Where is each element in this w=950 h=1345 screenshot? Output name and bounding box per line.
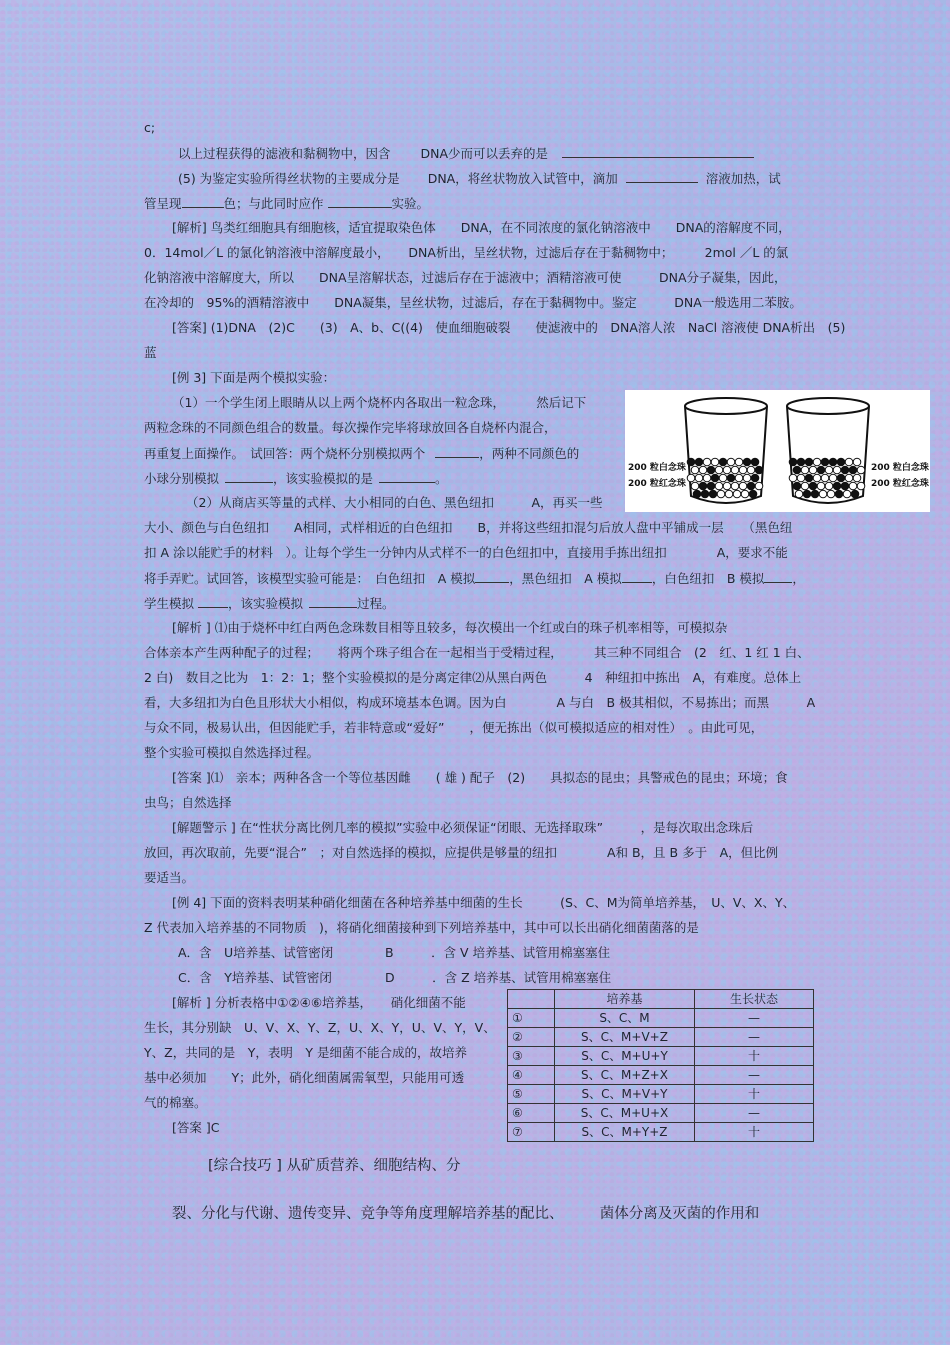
text-line: [解析] 鸟类红细胞具有细胞核，适宜提取染色体 DNA，在不同浓度的氯化钠溶液中 DNA的溶解度不同， xyxy=(172,220,791,235)
red-bead xyxy=(793,482,801,490)
white-bead xyxy=(723,482,731,490)
white-bead xyxy=(845,474,853,482)
white-bead xyxy=(735,458,743,466)
table-cell: 十 xyxy=(695,1123,814,1142)
white-bead xyxy=(825,466,833,474)
text-line: 扣 A 涂以能贮手的材料 ）。让每个学生一分钟内从式样不一的白色纽扣中，直接用手拣出纽扣 A，要求不能 xyxy=(144,545,788,560)
white-bead xyxy=(727,458,735,466)
white-bead xyxy=(825,482,833,490)
white-bead xyxy=(731,482,739,490)
white-bead xyxy=(711,458,719,466)
text-line: 化钠溶液中溶解度大，所以 DNA呈溶解状态，过滤后存在于滤液中；酒精溶液可使 DNA分子凝集，因此， xyxy=(144,270,787,285)
red-bead xyxy=(747,482,755,490)
table-cell: ⑦ xyxy=(508,1123,555,1142)
white-bead xyxy=(731,466,739,474)
table-cell: 十 xyxy=(695,1085,814,1104)
white-bead xyxy=(739,466,747,474)
answer-blank xyxy=(622,570,652,583)
text-line: 大小、颜色与白色纽扣 A相同，式样相近的白色纽扣 B，并将这些纽扣混匀后放人盘中平铺成一层 （黑色纽 xyxy=(144,520,793,535)
red-bead xyxy=(687,458,695,466)
white-bead xyxy=(687,474,695,482)
right-label-white: 200 粒白念珠 xyxy=(871,463,929,473)
text-line: 看，大多纽扣为白色且形状大小相似，构成环境基本色调。因为白 A 与白 B 极其相似，不易拣出；而黑 A xyxy=(144,695,816,710)
white-bead xyxy=(733,490,741,498)
table-cell: — xyxy=(695,1104,814,1123)
table-cell: 十 xyxy=(695,1047,814,1066)
answer-blank xyxy=(328,195,392,208)
text-line: 放回，再次取前，先要“混合” ；对自然选择的模拟，应提供是够量的纽扣 A和 B，且 B 多于 A，但比例 xyxy=(144,845,779,860)
table-row xyxy=(508,1104,814,1123)
text-line: 将手弄贮。试回答，该模型实验可能是： 白色纽扣 A 模拟 ，黑色纽扣 A 模拟 ，白色纽扣 B 模拟 ， xyxy=(144,571,805,586)
answer-blank xyxy=(764,570,792,583)
option-d: D ．含 Z 培养基、试管用棉塞塞住 xyxy=(385,970,612,985)
table-row xyxy=(508,1085,814,1104)
white-bead xyxy=(691,466,699,474)
text-line: 再重复上面操作。 试回答：两个烧杯分别模拟两个 ，两种不同颜色的 xyxy=(144,446,580,461)
red-bead xyxy=(835,490,843,498)
white-bead xyxy=(699,466,707,474)
table-header xyxy=(508,990,555,1009)
white-bead xyxy=(703,458,711,466)
red-bead xyxy=(699,482,707,490)
white-bead xyxy=(725,490,733,498)
white-bead xyxy=(857,466,865,474)
white-bead xyxy=(813,458,821,466)
table-cell: — xyxy=(695,1066,814,1085)
text-line: 0．14mol／L 的氯化钠溶液中溶解度最小， DNA析出，呈丝状物，过滤后存在于黏稠物中； 2mol ／L 的氯 xyxy=(144,245,789,260)
table-row xyxy=(508,1066,814,1085)
table-header-row xyxy=(508,990,814,1009)
white-bead xyxy=(821,474,829,482)
text-line: [答案 ]⑴ 亲本；两种各含一个等位基因雌 ( 雄 ) 配子 (2) 具拟态的昆虫；具警戒色的昆虫；环境；食 xyxy=(172,770,788,785)
red-bead xyxy=(849,466,857,474)
text-line: 在冷却的 95%的酒精溶液中 DNA凝集，呈丝状物，过滤后，存在于黏稠物中。鉴定 DNA一般选用二苯胺。 xyxy=(144,295,802,310)
white-bead xyxy=(755,482,763,490)
white-bead xyxy=(797,474,805,482)
white-bead xyxy=(849,482,857,490)
left-beaker xyxy=(685,398,767,503)
white-bead xyxy=(715,482,723,490)
text-line: [解析 ] ⑴由于烧杯中红白两色念珠数目相等且较多，每次模出一个红或白的珠子机率相等，可模拟杂 xyxy=(172,620,728,635)
option-a: A．含 U培养基、试管密闭 xyxy=(178,945,334,960)
text-line: 生长，其分别缺 U、V、X、Y、Z，U、X、Y，U、V、Y，V、 xyxy=(144,1020,496,1035)
red-bead xyxy=(821,458,829,466)
white-bead xyxy=(691,482,699,490)
text-line: Z 代表加入培养基的不同物质 )，将硝化细菌接种到下列培养基中，其中可以长出硝化细菌菌落的是 xyxy=(144,920,699,935)
red-bead xyxy=(751,458,759,466)
right-beaker xyxy=(787,398,869,503)
text-line: 两粒念珠的不同颜色组合的数量。每次操作完毕将球放回各自烧杯内混合， xyxy=(144,420,557,435)
table-row xyxy=(508,1009,814,1028)
text-line: 基中必须加 Y；此外，硝化细菌属需氧型，只能用可透 xyxy=(144,1070,465,1085)
white-bead xyxy=(741,490,749,498)
answer-blank xyxy=(309,595,357,608)
text-line: [答案 ]C xyxy=(172,1120,220,1135)
table-cell: — xyxy=(695,1028,814,1047)
white-bead xyxy=(853,474,861,482)
white-bead xyxy=(833,466,841,474)
table-cell: ① xyxy=(508,1009,555,1028)
text-line: c; xyxy=(144,120,156,135)
red-bead xyxy=(837,474,845,482)
answer-blank xyxy=(225,470,273,483)
text-line: （1）一个学生闭上眼睛从以上两个烧杯内各取出一粒念珠， 然后记下 xyxy=(172,395,587,410)
table-cell: ⑤ xyxy=(508,1085,555,1104)
white-bead xyxy=(857,482,865,490)
table-row xyxy=(508,1123,814,1142)
red-bead xyxy=(841,482,849,490)
red-bead xyxy=(811,490,819,498)
red-bead xyxy=(817,466,825,474)
white-bead xyxy=(801,482,809,490)
white-bead xyxy=(735,474,743,482)
text-line: 以上过程获得的滤液和黏稠物中，因含 DNA少而可以丢弃的是 xyxy=(178,145,754,162)
white-bead xyxy=(743,474,751,482)
text-line: 裂、分化与代谢、遗传变异、竞争等角度理解培养基的配比、 菌体分离及灭菌的作用和 xyxy=(172,1206,760,1222)
red-bead xyxy=(797,458,805,466)
left-label-red: 200 粒红念珠 xyxy=(628,479,686,489)
red-bead xyxy=(755,466,763,474)
beaker-illustration xyxy=(625,390,930,512)
text-line: 合体亲本产生两种配子的过程； 将两个珠子组合在一起相当于受精过程， 其三种不同组合 (2 红、1 红 1 白、 xyxy=(144,645,810,660)
red-bead xyxy=(749,490,757,498)
red-bead xyxy=(695,458,703,466)
white-bead xyxy=(813,474,821,482)
white-bead xyxy=(827,490,835,498)
option-b: B ．含 V 培养基、试管用棉塞塞住 xyxy=(385,945,611,960)
white-bead xyxy=(715,466,723,474)
table-cell: S、C、M+V+Y xyxy=(555,1085,695,1104)
table-header: 生长状态 xyxy=(695,990,814,1009)
table-header: 培养基 xyxy=(555,990,695,1009)
text-line: 蓝 xyxy=(144,345,157,360)
option-c: C．含 Y培养基、试管密闭 xyxy=(178,970,332,985)
red-bead xyxy=(829,458,837,466)
text-line: [解析 ] 分析表格中①②④⑥培养基， 硝化细菌不能 xyxy=(172,995,466,1010)
white-bead xyxy=(817,482,825,490)
white-bead xyxy=(801,466,809,474)
text-line: [例 3] 下面是两个模拟实验： xyxy=(172,370,336,385)
red-bead xyxy=(805,474,813,482)
white-bead xyxy=(695,474,703,482)
table-cell: ④ xyxy=(508,1066,555,1085)
table-cell: ③ xyxy=(508,1047,555,1066)
red-bead xyxy=(709,490,717,498)
white-bead xyxy=(809,466,817,474)
text-line: 与众不同，极易认出，但因能贮手，若非特意或“爱好” ，便无拣出（似可模拟适应的相对性） 。由此可见， xyxy=(144,720,764,735)
red-bead xyxy=(727,474,735,482)
white-bead xyxy=(829,474,837,482)
table-cell: — xyxy=(695,1009,814,1028)
left-label-white: 200 粒白念珠 xyxy=(628,463,686,473)
red-bead xyxy=(809,482,817,490)
red-bead xyxy=(793,466,801,474)
red-bead xyxy=(701,490,709,498)
table-cell: S、C、M+U+X xyxy=(555,1104,695,1123)
table-cell: S、C、M+U+Y xyxy=(555,1047,695,1066)
white-bead xyxy=(843,490,851,498)
red-bead xyxy=(707,482,715,490)
white-bead xyxy=(723,466,731,474)
red-bead xyxy=(841,466,849,474)
text-line: 要适当。 xyxy=(144,870,195,885)
text-line: 2 白) 数目之比为 1：2：1；整个实验模拟的是分离定律⑵从黑白两色 4 种纽扣中拣出 A，有难度。总体上 xyxy=(144,670,802,685)
red-bead xyxy=(789,458,797,466)
text-line: 学生模拟 ，该实验模拟 过程。 xyxy=(144,596,395,611)
red-bead xyxy=(707,466,715,474)
red-bead xyxy=(837,458,845,466)
white-bead xyxy=(717,490,725,498)
text-line: [解题警示 ] 在“性状分离比例几率的模拟”实验中必须保证“闭眼、无选择取珠” ，是每次取出念珠后 xyxy=(172,820,754,835)
white-bead xyxy=(747,466,755,474)
table-cell: S、C、M xyxy=(555,1009,695,1028)
red-bead xyxy=(803,490,811,498)
text-line: [答案] (1)DNA (2)C (3) A、b、C((4) 使血细胞破裂 使滤液中的 DNA溶人浓 NaCl 溶液使 DNA析出 (5) xyxy=(172,320,846,335)
white-bead xyxy=(845,458,853,466)
red-bead xyxy=(711,474,719,482)
table-row xyxy=(508,1047,814,1066)
text-line: 气的棉塞。 xyxy=(144,1095,207,1110)
table-row xyxy=(508,1028,814,1047)
red-bead xyxy=(851,490,859,498)
white-bead xyxy=(703,474,711,482)
culture-medium-table xyxy=(507,989,814,1142)
red-bead xyxy=(693,490,701,498)
white-bead xyxy=(739,482,747,490)
answer-blank xyxy=(379,470,435,483)
red-bead xyxy=(833,482,841,490)
text-line: [综合技巧 ] 从矿质营养、细胞结构、分 xyxy=(208,1158,461,1174)
beaker-figure xyxy=(625,390,930,512)
table-cell: S、C、M+V+Z xyxy=(555,1028,695,1047)
right-label-red: 200 粒红念珠 xyxy=(871,479,929,489)
answer-blank xyxy=(182,195,224,208)
table-cell: ② xyxy=(508,1028,555,1047)
answer-blank xyxy=(435,445,479,458)
white-bead xyxy=(789,474,797,482)
white-bead xyxy=(795,490,803,498)
text-line: 管呈现 色；与此同时应作 实验。 xyxy=(144,196,430,211)
answer-blank xyxy=(626,170,698,183)
text-line: 小球分别模拟 ，该实验模拟的是 。 xyxy=(144,471,448,486)
text-line: 虫鸟；自然选择 xyxy=(144,795,232,810)
table-cell: ⑥ xyxy=(508,1104,555,1123)
text-line: Y、Z，共同的是 Y，表明 Y 是细菌不能合成的，故培养 xyxy=(144,1045,467,1060)
text-line: 整个实验可模拟自然选择过程。 xyxy=(144,745,320,760)
text-line: [例 4] 下面的资料表明某种硝化细菌在各种培养基中细菌的生长 (S、C、M为简单培养基， U、V、X、Y、 xyxy=(172,895,796,910)
white-bead xyxy=(719,474,727,482)
white-bead xyxy=(853,458,861,466)
table-cell: S、C、M+Z+X xyxy=(555,1066,695,1085)
text-line: (5) 为鉴定实验所得丝状物的主要成分是 DNA，将丝状物放入试管中，滴加 溶液加热，试 xyxy=(178,171,781,186)
red-bead xyxy=(743,458,751,466)
answer-blank xyxy=(562,145,754,158)
white-bead xyxy=(819,490,827,498)
red-bead xyxy=(719,458,727,466)
answer-blank xyxy=(475,570,509,583)
answer-blank xyxy=(198,595,228,608)
red-bead xyxy=(805,458,813,466)
table-cell: S、C、M+Y+Z xyxy=(555,1123,695,1142)
red-bead xyxy=(751,474,759,482)
text-line: （2）从商店买等量的式样、大小相同的白色、黑色纽扣 A，再买一些 xyxy=(186,495,603,510)
